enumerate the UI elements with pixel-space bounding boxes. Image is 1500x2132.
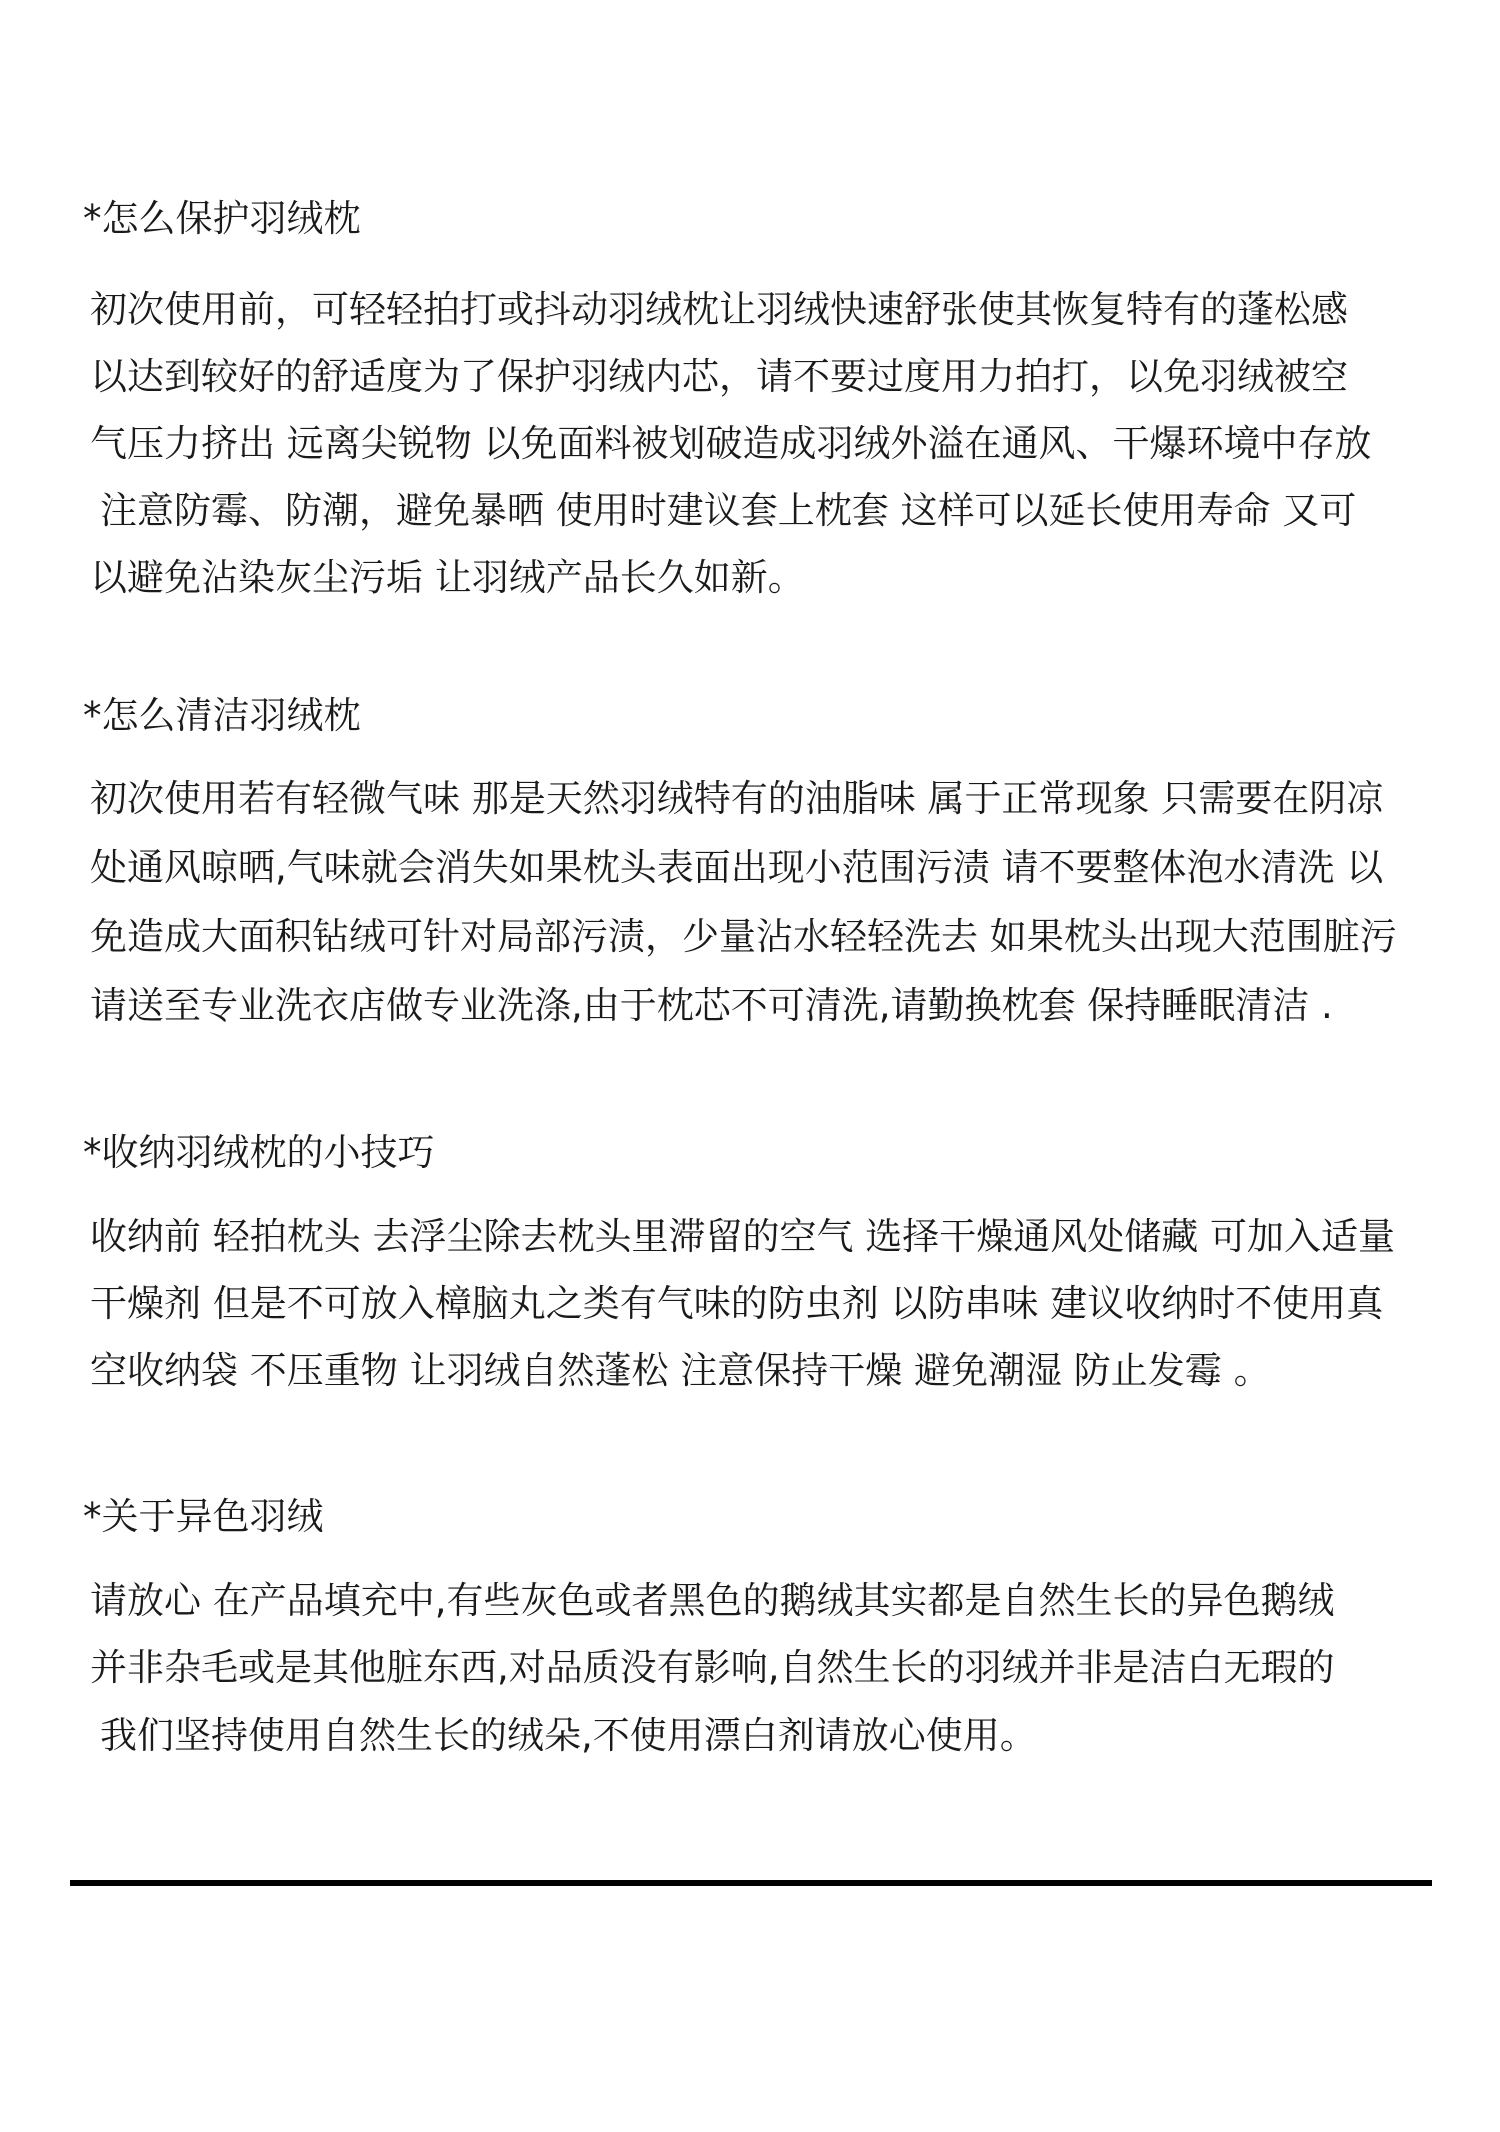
paragraph-line: 收纳前 轻拍枕头 去浮尘除去枕头里滞留的空气 选择干燥通风处储藏 可加入适量 bbox=[90, 1215, 1396, 1258]
paragraph-line: 以避免沾染灰尘污垢 让羽绒产品长久如新。 bbox=[90, 556, 805, 599]
paragraph-line: 我们坚持使用自然生长的绒朵,不使用漂白剂请放心使用。 bbox=[100, 1714, 1037, 1757]
section-heading: *关于异色羽绒 bbox=[83, 1495, 324, 1538]
paragraph-line: 气压力挤出 远离尖锐物 以免面料被划破造成羽绒外溢在通风、干爆环境中存放 bbox=[90, 422, 1372, 465]
paragraph-line: 初次使用若有轻微气味 那是天然羽绒特有的油脂味 属于正常现象 只需要在阴凉 bbox=[90, 777, 1384, 820]
paragraph-line: 注意防霉、防潮，避免暴晒 使用时建议套上枕套 这样可以延长使用寿命 又可 bbox=[100, 489, 1357, 532]
section-heading: *怎么保护羽绒枕 bbox=[83, 197, 361, 240]
paragraph-line: 请送至专业洗衣店做专业洗涤,由于枕芯不可清洗,请勤换枕套 保持睡眠清洁 . bbox=[90, 984, 1333, 1027]
divider-line bbox=[70, 1880, 1432, 1886]
paragraph-line: 初次使用前，可轻轻拍打或抖动羽绒枕让羽绒快速舒张使其恢复特有的蓬松感 bbox=[90, 288, 1348, 331]
paragraph-line: 请放心 在产品填充中,有些灰色或者黑色的鹅绒其实都是自然生长的异色鹅绒 bbox=[90, 1579, 1335, 1622]
paragraph-line: 免造成大面积钻绒可针对局部污渍，少量沾水轻轻洗去 如果枕头出现大范围脏污 bbox=[90, 915, 1397, 958]
paragraph-line: 处通风晾晒,气味就会消失如果枕头表面出现小范围污渍 请不要整体泡水清洗 以 bbox=[90, 846, 1384, 889]
section-heading: *收纳羽绒枕的小技巧 bbox=[83, 1131, 435, 1174]
paragraph-line: 并非杂毛或是其他脏东西,对品质没有影响,自然生长的羽绒并非是洁白无瑕的 bbox=[90, 1646, 1335, 1689]
paragraph-line: 空收纳袋 不压重物 让羽绒自然蓬松 注意保持干燥 避免潮湿 防止发霉 。 bbox=[90, 1349, 1271, 1392]
paragraph-line: 以达到较好的舒适度为了保护羽绒内芯，请不要过度用力拍打，以免羽绒被空 bbox=[90, 355, 1348, 398]
paragraph-line: 干燥剂 但是不可放入樟脑丸之类有气味的防虫剂 以防串味 建议收纳时不使用真 bbox=[90, 1282, 1384, 1325]
section-heading: *怎么清洁羽绒枕 bbox=[83, 694, 361, 737]
